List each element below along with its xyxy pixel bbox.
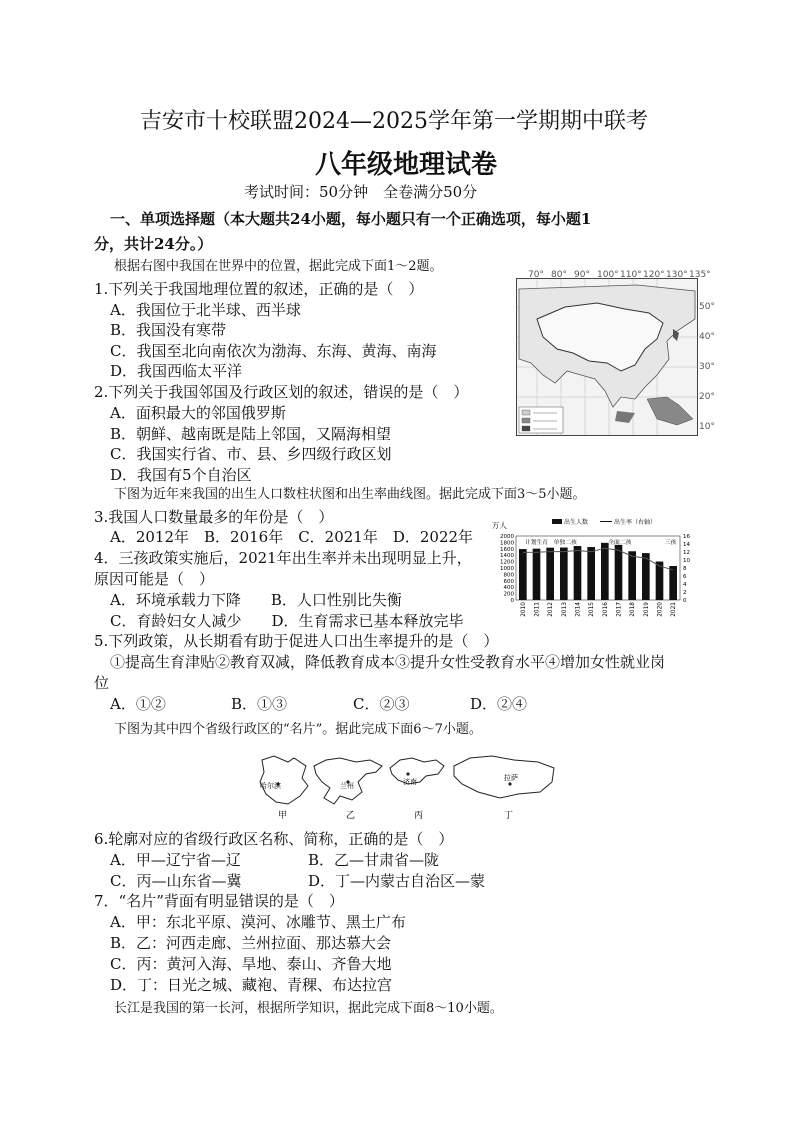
q1-option-c: C．我国至北向南依次为渤海、东海、黄海、南海 <box>110 342 437 360</box>
asia-map-figure <box>516 278 698 436</box>
x-tick-label: 2013 <box>561 602 568 617</box>
q7-option-c: C．丙：黄河入海、旱地、泰山、齐鲁大地 <box>110 955 392 973</box>
y-right-tick: 4 <box>683 582 687 588</box>
section-heading-line2: 分，共计24分。） <box>94 235 213 253</box>
q1-option-a: A．我国位于北半球、西半球 <box>110 301 301 319</box>
legend-label-rate: 出生率（右轴） <box>614 519 657 526</box>
intro-q6-7: 下图为其中四个省级行政区的“名片”。据此完成下面6～7小题。 <box>114 722 482 737</box>
q4-stem-line2: 原因可能是（ ） <box>94 570 215 588</box>
q5-items-line2: 位 <box>94 674 110 692</box>
q2-option-a: A．面积最大的邻国俄罗斯 <box>110 404 286 422</box>
x-tick-label: 2014 <box>575 602 582 617</box>
y-right-tick: 16 <box>683 534 690 540</box>
birth-chart-svg <box>490 516 696 628</box>
q5-option-c: C．②③ <box>353 695 410 713</box>
x-tick-label: 2021 <box>671 602 678 617</box>
births-bar <box>601 543 609 600</box>
map-lon-tick: 90° <box>574 270 590 280</box>
q2-stem: 2.下列关于我国邻国及行政区划的叙述，错误的是（ ） <box>94 383 469 401</box>
q7-option-b: B．乙：河西走廊、兰州拉面、那达慕大会 <box>110 934 392 952</box>
y-left-tick: 800 <box>503 572 514 579</box>
x-tick-label: 2012 <box>548 602 555 617</box>
q6-stem: 6.轮廓对应的省级行政区名称、简称，正确的是（ ） <box>94 830 454 848</box>
policy-annotation: 三孩 <box>664 540 677 546</box>
x-tick-label: 2010 <box>520 602 527 617</box>
x-tick-label: 2011 <box>534 602 541 617</box>
map-lat-tick: 30° <box>699 362 715 372</box>
province-outlines <box>248 752 564 822</box>
births-bar <box>587 547 595 600</box>
map-lat-tick: 10° <box>699 422 715 432</box>
city-label-0: 哈尔滨 <box>260 782 281 790</box>
y-left-tick: 1200 <box>500 559 514 566</box>
q3-stem: 3.我国人口数量最多的年份是（ ） <box>94 508 334 526</box>
map-lat-tick: 40° <box>699 332 715 342</box>
y-left-tick: 600 <box>503 578 514 585</box>
q5-option-b: B．①③ <box>231 695 288 713</box>
x-tick-label: 2015 <box>589 602 596 617</box>
q5-items-line1: ①提高生育津贴②教育双减，降低教育成本③提升女性受教育水平④增加女性就业岗 <box>110 653 666 671</box>
y-right-tick: 2 <box>683 590 687 596</box>
map-lon-tick: 100° <box>597 270 619 280</box>
births-bar <box>519 549 527 600</box>
q6-option-b: B．乙—甘肃省—陇 <box>308 851 440 869</box>
map-lon-tick: 130° <box>666 270 688 280</box>
q2-option-c: C．我国实行省、市、县、乡四级行政区划 <box>110 445 392 463</box>
map-lon-tick: 70° <box>528 270 544 280</box>
intro-q1-2: 根据右图中我国在世界中的位置，据此完成下面1～2题。 <box>114 259 443 274</box>
province-label-0: 甲 <box>278 811 288 821</box>
legend-label-births: 出生人数 <box>564 519 589 526</box>
intro-q8-10: 长江是我国的第一长河，根据所学知识，据此完成下面8～10小题。 <box>114 1001 503 1016</box>
exam-subtitle: 八年级地理试卷 <box>315 150 498 180</box>
intro-q3-5: 下图为近年来我国的出生人口数柱状图和出生率曲线图。据此完成下面3～5小题。 <box>114 487 586 502</box>
q6-option-a: A．甲—辽宁省—辽 <box>110 851 241 869</box>
city-label-3: 拉萨 <box>504 774 518 782</box>
q4-options-ab: A．环境承载力下降 B．人口性别比失衡 <box>110 591 402 609</box>
map-lon-tick: 110° <box>620 270 642 280</box>
q5-option-d: D．②④ <box>470 695 528 713</box>
legend-swatch-births <box>552 519 562 524</box>
birth-chart <box>490 516 696 628</box>
q5-stem: 5.下列政策，从长期看有助于促进人口出生率提升的是（ ） <box>94 632 499 650</box>
exam-title: 吉安市十校联盟2024—2025学年第一学期期中联考 <box>140 109 648 134</box>
births-bar <box>533 549 541 600</box>
q4-options-cd: C．育龄妇女人减少 D．生育需求已基本释放完毕 <box>110 612 464 630</box>
q7-option-a: A．甲：东北平原、漠河、冰雕节、黑土广布 <box>110 913 406 931</box>
y-right-tick: 0 <box>683 598 687 604</box>
map-lat-tick: 20° <box>699 392 715 402</box>
x-tick-label: 2019 <box>643 602 650 617</box>
birth-rate-line <box>523 548 673 570</box>
q2-option-d: D．我国有5个自治区 <box>110 466 252 484</box>
q7-option-d: D．丁：日光之城、藏袍、青稞、布达拉宫 <box>110 976 393 994</box>
policy-annotation: 计划生育 <box>524 540 549 546</box>
y-left-tick: 0 <box>510 598 514 604</box>
q6-option-d: D．丁—内蒙古自治区—蒙 <box>308 872 486 890</box>
y-right-tick: 12 <box>683 550 690 556</box>
q1-option-b: B．我国没有寒带 <box>110 321 227 339</box>
province-label-2: 丙 <box>414 811 424 821</box>
map-lon-tick: 80° <box>551 270 567 280</box>
city-label-1: 兰州 <box>340 782 354 790</box>
x-tick-label: 2020 <box>657 602 664 617</box>
y-left-tick: 200 <box>503 591 514 598</box>
policy-annotation: 单独二孩 <box>553 540 577 546</box>
births-bar <box>560 548 568 600</box>
births-bar <box>615 545 623 600</box>
x-tick-label: 2018 <box>630 602 637 617</box>
y-left-tick: 1600 <box>500 546 514 553</box>
y-left-tick: 2000 <box>500 534 514 540</box>
q2-option-b: B．朝鲜、越南既是陆上邻国，又隔海相望 <box>110 425 392 443</box>
y-left-tick: 1000 <box>500 566 514 572</box>
exam-info: 考试时间：50分钟 全卷满分50分 <box>244 183 478 201</box>
q6-option-c: C．丙—山东省—冀 <box>110 872 242 890</box>
y-left-tick: 1800 <box>500 540 514 547</box>
births-bar <box>628 551 636 600</box>
chart-y-unit: 万人 <box>492 521 507 530</box>
y-right-tick: 6 <box>683 574 687 580</box>
map-lat-tick: 50° <box>699 302 715 312</box>
q3-options: A．2012年 B．2016年 C．2021年 D．2022年 <box>110 528 474 546</box>
province-label-1: 乙 <box>346 811 356 821</box>
x-tick-label: 2017 <box>616 602 623 617</box>
policy-annotation: 全面二孩 <box>608 540 632 546</box>
map-lon-tick: 120° <box>643 270 665 280</box>
asia-map <box>517 279 697 435</box>
births-bar <box>656 562 664 600</box>
city-label-2: 济南 <box>403 778 417 786</box>
q1-stem: 1.下列关于我国地理位置的叙述，正确的是（ ） <box>94 280 424 298</box>
births-bar <box>669 566 677 600</box>
y-right-tick: 8 <box>683 566 687 572</box>
q4-stem-line1: 4．三孩政策实施后，2021年出生率并未出现明显上升， <box>94 549 472 567</box>
x-tick-label: 2016 <box>602 602 609 617</box>
q7-stem: 7．“名片”背面有明显错误的是（ ） <box>94 892 344 910</box>
y-right-tick: 10 <box>683 558 690 564</box>
province-label-3: 丁 <box>504 811 514 821</box>
y-right-tick: 14 <box>683 542 690 548</box>
province-outlines-figure <box>248 752 564 822</box>
q5-option-a: A．①② <box>110 695 166 713</box>
y-left-tick: 400 <box>503 585 514 592</box>
births-bar <box>546 548 554 600</box>
y-left-tick: 1400 <box>500 553 514 560</box>
births-bar <box>574 546 582 600</box>
q1-option-d: D．我国西临太平洋 <box>110 362 243 380</box>
section-heading-line1: 一、单项选择题（本大题共24小题，每小题只有一个正确选项，每小题1 <box>110 210 592 228</box>
map-lon-tick: 135° <box>689 270 711 280</box>
